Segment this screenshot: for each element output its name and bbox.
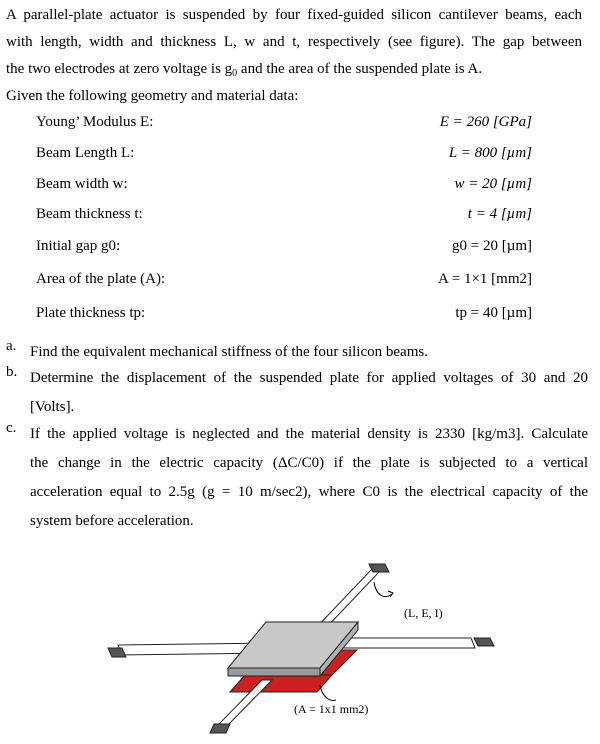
- param-label: Area of the plate (A):: [36, 271, 166, 287]
- param-value: g0 = 20 [µm]: [451, 238, 532, 254]
- question-line: [Volts].: [30, 399, 75, 415]
- param-value: w = 20 [µm]: [454, 176, 532, 192]
- param-label: Plate thickness tp:: [36, 305, 146, 321]
- question-letter: c.: [6, 420, 17, 436]
- param-value: L = 800 [µm]: [448, 145, 532, 161]
- param-label: Beam thickness t:: [36, 206, 143, 222]
- given-heading: Given the following geometry and material data:: [6, 88, 299, 104]
- param-value: tp = 40 [µm]: [455, 305, 532, 321]
- beam-label: (L, E, I): [404, 606, 443, 620]
- param-label: Young’ Modulus E:: [36, 114, 154, 130]
- intro-line-1: A parallel-plate actuator is suspended by four fixed-guided silicon cantilever beams, each: [6, 7, 582, 23]
- param-value: t = 4 [µm]: [467, 206, 532, 222]
- question-line: system before acceleration.: [30, 513, 194, 529]
- param-label: Beam width w:: [36, 176, 128, 192]
- question-line: If the applied voltage is neglected and the material density is 2330 [kg/m3]. Calculate: [30, 426, 588, 442]
- question-line: Determine the displacement of the suspended plate for applied voltages of 30 and 20: [30, 370, 588, 386]
- beam-right: [330, 638, 494, 648]
- param-value: E = 260 [GPa]: [439, 114, 532, 130]
- param-label: Initial gap g0:: [36, 238, 121, 254]
- question-line: acceleration equal to 2.5g (g = 10 m/sec2), where C0 is the electrical capacity of the: [30, 484, 588, 500]
- intro-line-3: the two electrodes at zero voltage is $g_0$ and the area of the suspended plate is A.: [6, 61, 483, 79]
- question-line: Find the equivalent mechanical stiffness of the four silicon beams.: [30, 344, 428, 360]
- question-letter: b.: [6, 364, 18, 380]
- area-label-text: (A = 1x1 mm2): [294, 702, 369, 716]
- param-label: Beam Length L:: [36, 145, 135, 161]
- intro-line-2: with length, width and thickness L, w and t, respectively (see figure). The gap between: [6, 34, 582, 50]
- question-line: the change in the electric capacity (ΔC/C0) if the plate is subjected to a vertical: [30, 455, 588, 471]
- beam-top: [313, 564, 389, 631]
- question-letter: a.: [6, 338, 17, 354]
- param-value: A = 1×1 [mm2]: [438, 271, 532, 287]
- area-label: [294, 702, 368, 716]
